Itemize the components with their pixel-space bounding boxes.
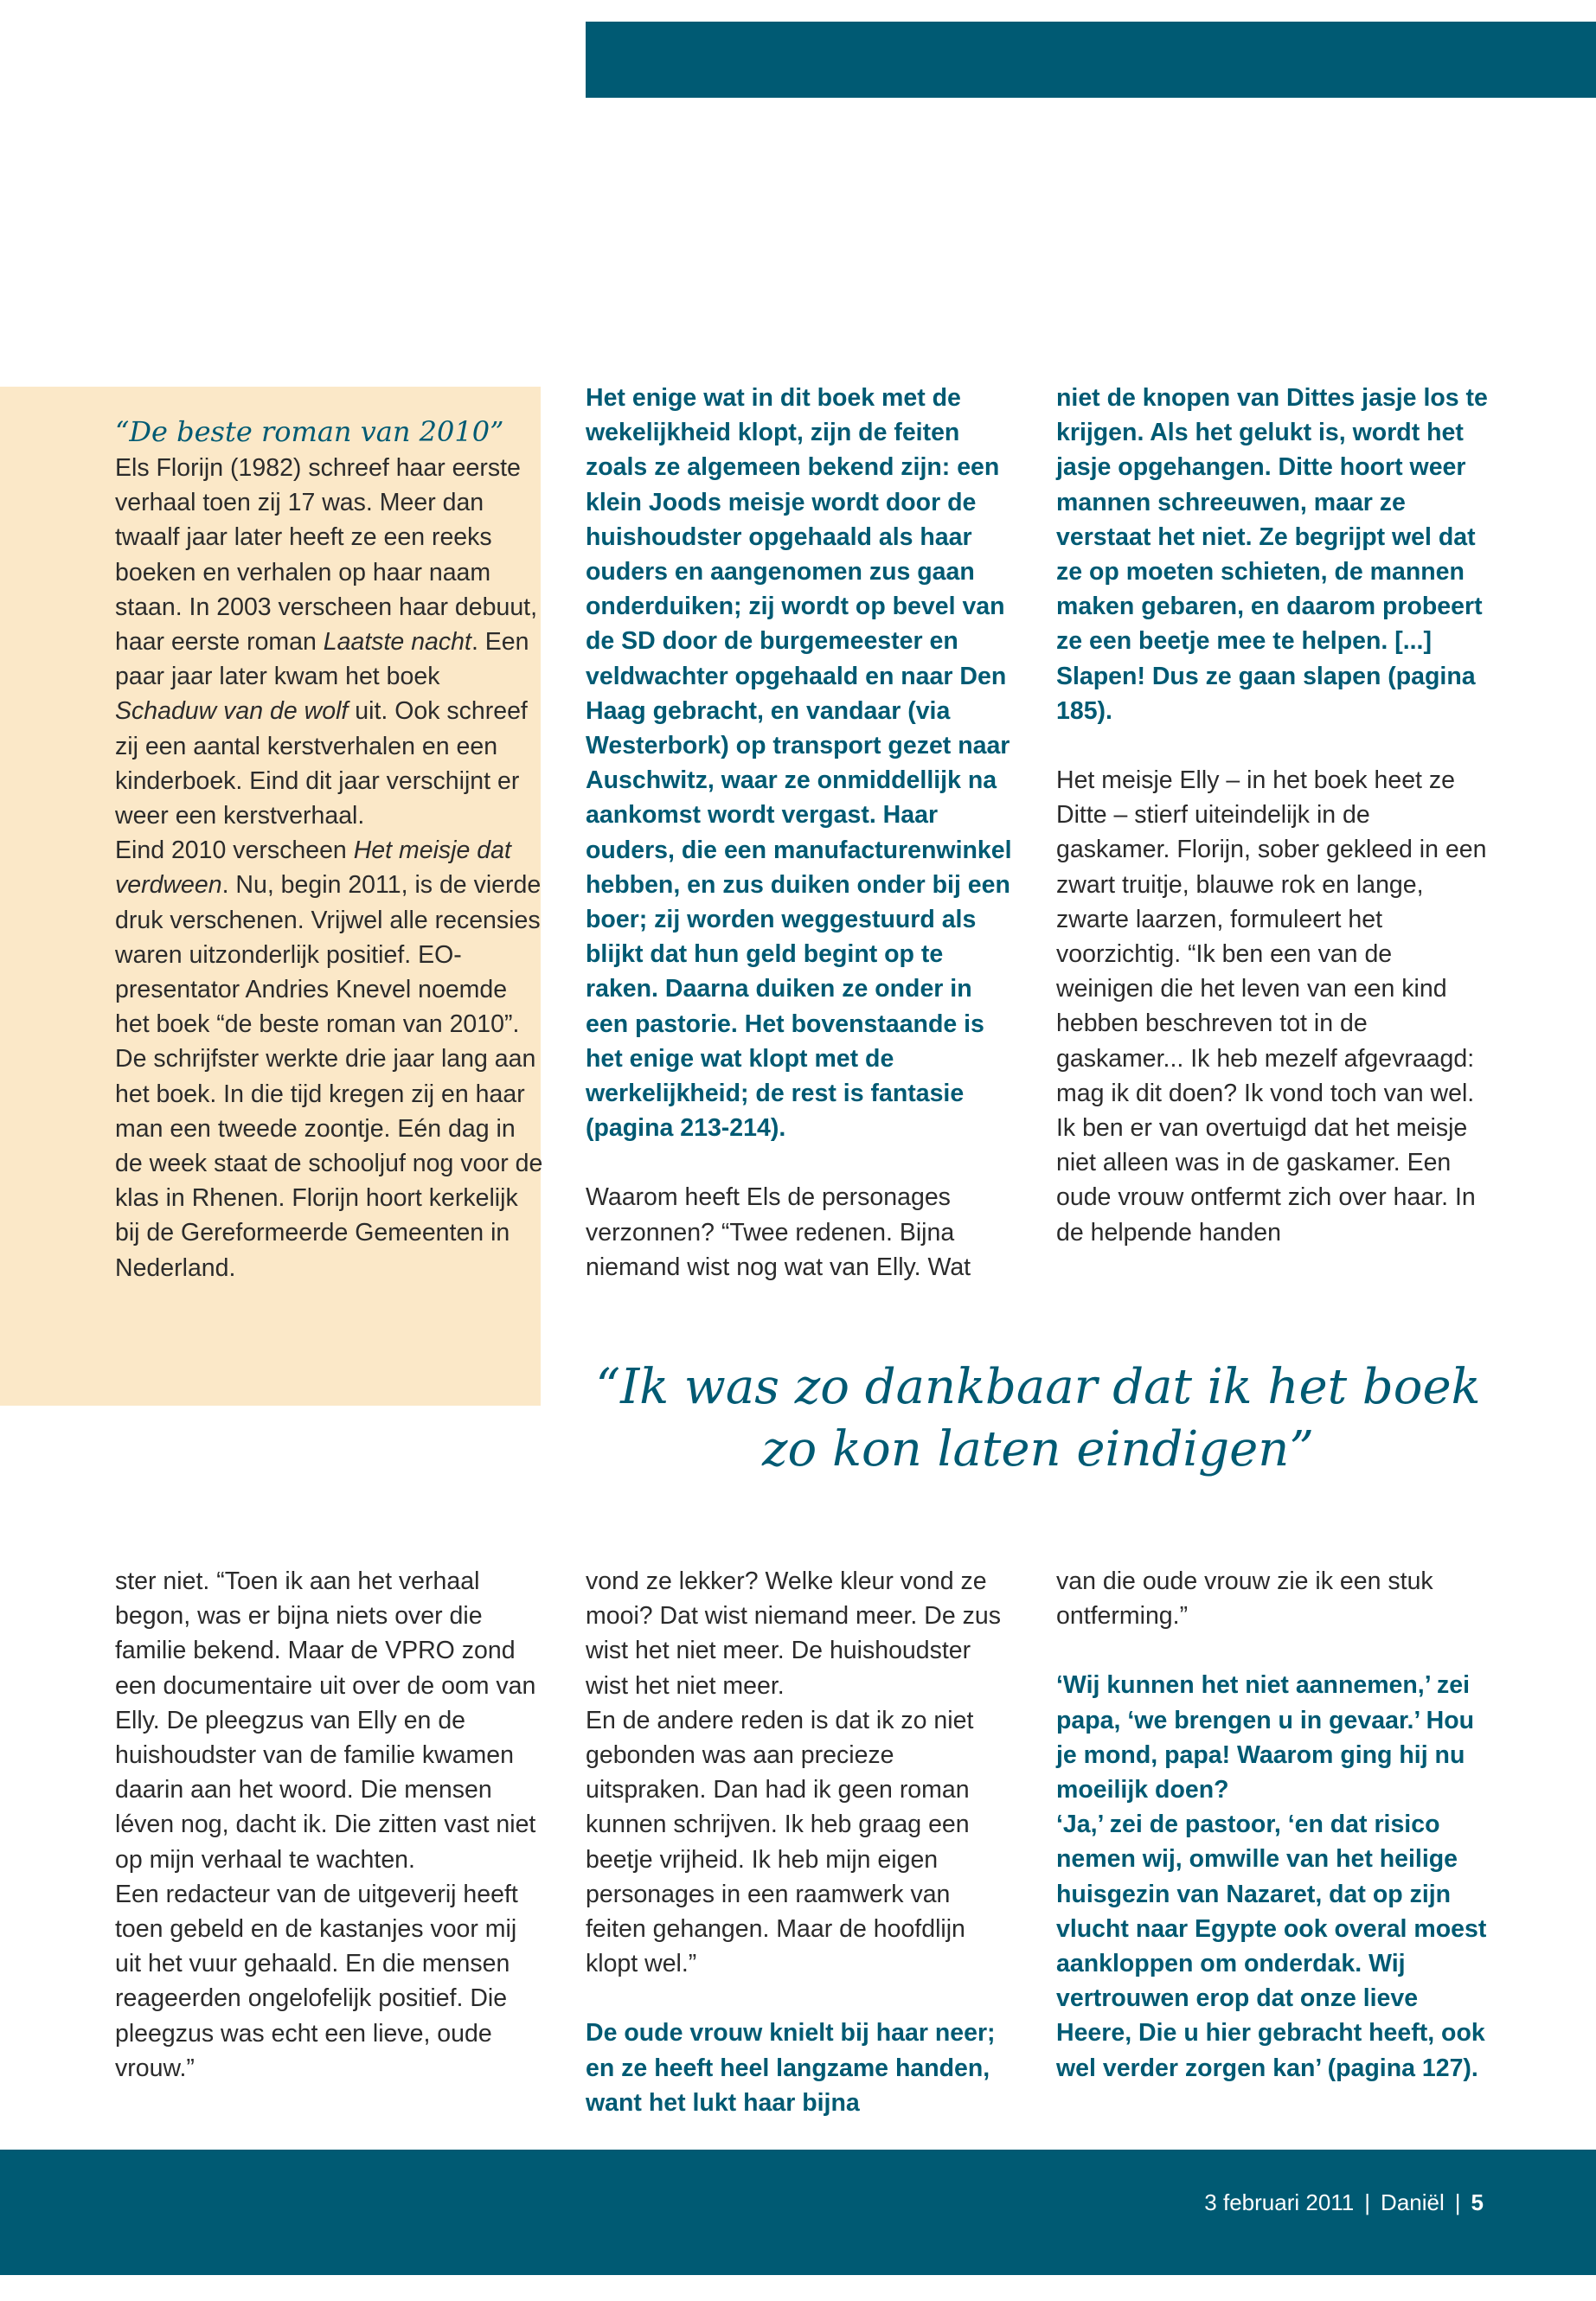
book-quote: Het enige wat in dit boek met de wekelijkheid klopt, zijn de feiten zoals ze algemeen bekend zijn: een klein Joods meisje wordt door de huishoudster opgehaald als haar ouders en aangenomen zus gaan onderduiken; zij wordt op bevel van de SD door de burgemeester en veldwachter opgehaald en naar Den Haag gebracht, en vandaar (via Westerbork) op transport gezet naar Auschwitz, waar ze onmiddellijk na aankomst wordt vergast. Haar ouders, die een manufacturenwinkel hebben, en zus duiken onder bij een boer; zij worden weggestuurd als blijkt dat hun geld begint op te raken. Daarna duiken ze onder in een pastorie. Het bovenstaande is het enige wat klopt met de werkelijkheid; de rest is fantasie (pagina 213-214). — [586, 384, 1012, 1143]
book-quote: ‘Wij kunnen het niet aannemen,’ zei papa, ‘we brengen u in gevaar.’ Hou je mond, papa! Waarom ging hij nu moeilijk doen? — [1056, 1671, 1475, 1804]
sidebar-paragraph-3: De schrijfster werkte drie jaar lang aan het boek. In die tijd kregen zij en haar man een tweede zoontje. Eén dag in de week staat de schooljuf nog voor de klas in Rhenen. Florijn hoort kerkelijk bij de Gereformeerde Gemeenten in Nederland. — [115, 1045, 543, 1282]
column-2-top — [586, 381, 1016, 1285]
sidebar-heading: “De beste roman van 2010” — [115, 415, 504, 448]
body-paragraph: En de andere reden is dat ik zo niet gebonden was aan precieze uitspraken. Dan had ik geen roman kunnen schrijven. Ik heb graag een beetje vrijheid. Ik heb mijn eigen personages in een raamwerk van feiten gehangen. Maar de hoofdlijn klopt wel.” — [586, 1706, 974, 1978]
sidebar-text — [115, 413, 548, 1285]
body-paragraph: vond ze lekker? Welke kleur vond ze mooi? Dat wist niemand meer. De zus wist het niet meer. De huishoudster wist het niet meer. — [586, 1567, 1001, 1700]
body-paragraph: Het meisje Elly – in het boek heet ze Ditte – stierf uiteindelijk in de gaskamer. Florijn, sober gekleed in een zwart truitje, blauwe rok en lange, zwarte laarzen, formuleert het voorzichtig. “Ik ben een van de weinigen die het leven van een kind hebben beschreven tot in de gaskamer... Ik heb mezelf afgevraagd: mag ik dit doen? Ik vond toch van wel. — [1056, 766, 1487, 1107]
column-3-bottom — [1056, 1564, 1489, 2086]
footer — [1204, 2185, 1484, 2220]
book-quote: De oude vrouw knielt bij haar neer; en ze heeft heel langzame handen, want het lukt haar bijna — [586, 2019, 996, 2117]
body-paragraph: van die oude vrouw zie ik een stuk ontferming.” — [1056, 1567, 1433, 1631]
column-2-bottom — [586, 1564, 1016, 2120]
header-bar — [586, 22, 1596, 98]
sidebar-paragraph-2: Eind 2010 verscheen Het meisje dat verdween. Nu, begin 2011, is de vierde druk verschenen. Vrijwel alle recensies waren uitzonderlijk positief. EO-presentator Andries Knevel noemde het boek “de beste roman van 2010”. — [115, 836, 542, 1039]
column-1-bottom — [115, 1564, 548, 2086]
footer-publication: Daniël — [1381, 2189, 1445, 2215]
sidebar-paragraph-1: Els Florijn (1982) schreef haar eerste verhaal toen zij 17 was. Meer dan twaalf jaar later heeft ze een reeks boeken en verhalen op haar naam staan. In 2003 verscheen haar debuut, haar eerste roman Laatste nacht. Een paar jaar later kwam het boek Schaduw van de wolf uit. Ook schreef zij een aantal kerstverhalen en een kinderboek. Eind dit jaar verschijnt er weer een kerstverhaal. — [115, 454, 538, 830]
book-quote: niet de knopen van Dittes jasje los te krijgen. Als het gelukt is, wordt het jasje opgehangen. Ditte hoort weer mannen schreeuwen, maar ze verstaat het niet. Ze begrijpt wel dat ze op moeten schieten, de mannen maken gebaren, en daarom probeert ze een beetje mee te helpen. [...] Slapen! Dus ze gaan slapen (pagina 185). — [1056, 384, 1488, 725]
pull-quote-line-2: zo kon laten eindigen” — [762, 1421, 1314, 1477]
pull-quote — [588, 1356, 1488, 1481]
footer-date: 3 februari 2011 — [1204, 2189, 1355, 2215]
footer-separator: | — [1454, 2189, 1461, 2215]
body-paragraph: Waarom heeft Els de personages verzonnen? “Twee redenen. Bijna niemand wist nog wat van Elly. Wat — [586, 1183, 971, 1281]
body-paragraph: ster niet. “Toen ik aan het verhaal begon, was er bijna niets over die familie bekend. Maar de VPRO zond een documentaire uit over de oom van Elly. De pleegzus van Elly en de huishoudster van de familie kwamen daarin aan het woord. Die mensen léven nog, dacht ik. Die zitten vast niet op mijn verhaal te wachten. — [115, 1567, 536, 1874]
pull-quote-line-1: “Ik was zo dankbaar dat ik het boek — [595, 1359, 1481, 1415]
page-number: 5 — [1471, 2189, 1484, 2215]
body-paragraph: Een redacteur van de uitgeverij heeft toen gebeld en de kastanjes voor mij uit het vuur gehaald. En die mensen reageerden ongelofelijk positief. Die pleegzus was echt een lieve, oude vrouw.” — [115, 1880, 518, 2082]
column-3-top — [1056, 381, 1489, 1250]
footer-separator: | — [1364, 2189, 1371, 2215]
book-quote: ‘Ja,’ zei de pastoor, ‘en dat risico nemen wij, omwille van het heilige huisgezin van Nazaret, dat op zijn vlucht naar Egypte ook overal moest aankloppen om onderdak. Wij vertrouwen erop dat onze lieve Heere, Die u hier gebracht heeft, ook wel verder zorgen kan’ (pagina 127). — [1056, 1811, 1487, 2082]
body-paragraph: Ik ben er van overtuigd dat het meisje niet alleen was in de gaskamer. Een oude vrouw ontfermt zich over haar. In de helpende handen — [1056, 1114, 1476, 1247]
